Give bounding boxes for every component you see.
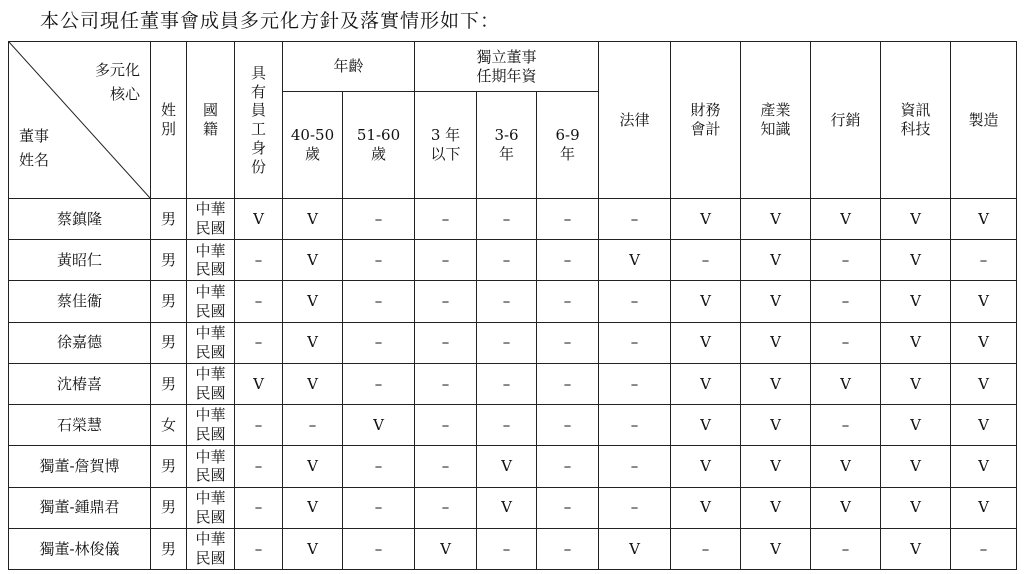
finance-accounting-cell: V [671, 199, 741, 240]
age-51-60-cell: – [343, 199, 415, 240]
director-name-cell: 獨董-鍾鼎君 [9, 487, 151, 528]
director-name-cell: 蔡佳衞 [9, 281, 151, 322]
nationality-cell: 中華 民國 [187, 528, 235, 569]
age-51-60-cell: – [343, 240, 415, 281]
tenure-6-9-cell: – [537, 405, 599, 446]
director-name-label: 董事 姓名 [19, 127, 50, 169]
finance-accounting-cell: V [671, 405, 741, 446]
diversity-core-label: 多元化 核心 [94, 61, 140, 103]
employee-status-cell: – [235, 487, 283, 528]
tenure-under-3-cell: – [415, 322, 477, 363]
table-row [9, 322, 1017, 363]
finance-accounting-cell: – [671, 528, 741, 569]
law-cell: – [599, 281, 671, 322]
tenure-under-3-cell: – [415, 405, 477, 446]
law-cell: – [599, 199, 671, 240]
marketing-cell: V [811, 446, 881, 487]
gender-cell: 女 [151, 405, 187, 446]
manufacturing-cell: V [951, 281, 1017, 322]
gender-cell: 男 [151, 240, 187, 281]
age-51-60-cell: – [343, 363, 415, 404]
law-cell: V [599, 528, 671, 569]
manufacturing-cell: V [951, 405, 1017, 446]
gender-cell: 男 [151, 363, 187, 404]
tenure-under-3-cell: V [415, 528, 477, 569]
employee-status-cell: – [235, 405, 283, 446]
tenure-6-9-cell: – [537, 528, 599, 569]
tenure-3-6-cell: V [477, 446, 537, 487]
header-independent-tenure: 獨立董事 任期年資 [415, 42, 599, 92]
nationality-cell: 中華 民國 [187, 487, 235, 528]
information-technology-cell: V [881, 405, 951, 446]
information-technology-cell: V [881, 528, 951, 569]
age-40-50-cell: V [283, 281, 343, 322]
age-40-50-cell: – [283, 405, 343, 446]
manufacturing-cell: V [951, 363, 1017, 404]
finance-accounting-cell: – [671, 240, 741, 281]
director-name-cell: 蔡鎮隆 [9, 199, 151, 240]
age-51-60-cell: – [343, 446, 415, 487]
marketing-cell: – [811, 405, 881, 446]
age-51-60-cell: V [343, 405, 415, 446]
finance-accounting-cell: V [671, 487, 741, 528]
marketing-cell: – [811, 240, 881, 281]
age-40-50-cell: V [283, 446, 343, 487]
industry-knowledge-cell: V [741, 405, 811, 446]
industry-knowledge-cell: V [741, 446, 811, 487]
tenure-3-6-cell: – [477, 281, 537, 322]
age-40-50-cell: V [283, 322, 343, 363]
employee-status-cell: – [235, 281, 283, 322]
information-technology-cell: V [881, 363, 951, 404]
table-row [9, 281, 1017, 322]
tenure-3-6-cell: – [477, 322, 537, 363]
nationality-cell: 中華 民國 [187, 446, 235, 487]
director-name-cell: 黃昭仁 [9, 240, 151, 281]
table-row [9, 363, 1017, 404]
header-age-40-50: 40-50 歲 [283, 92, 343, 199]
employee-status-cell: – [235, 322, 283, 363]
gender-cell: 男 [151, 322, 187, 363]
age-40-50-cell: V [283, 487, 343, 528]
director-name-cell: 沈椿喜 [9, 363, 151, 404]
tenure-under-3-cell: – [415, 363, 477, 404]
information-technology-cell: V [881, 281, 951, 322]
gender-cell: 男 [151, 487, 187, 528]
manufacturing-cell: – [951, 240, 1017, 281]
age-40-50-cell: V [283, 528, 343, 569]
industry-knowledge-cell: V [741, 322, 811, 363]
manufacturing-cell: V [951, 199, 1017, 240]
tenure-3-6-cell: V [477, 487, 537, 528]
table-row [9, 405, 1017, 446]
employee-status-cell: – [235, 528, 283, 569]
tenure-3-6-cell: – [477, 240, 537, 281]
tenure-3-6-cell: – [477, 405, 537, 446]
tenure-3-6-cell: – [477, 363, 537, 404]
gender-cell: 男 [151, 528, 187, 569]
gender-cell: 男 [151, 446, 187, 487]
tenure-under-3-cell: – [415, 199, 477, 240]
header-employee-status: 具 有 員 工 身 份 [235, 42, 283, 199]
industry-knowledge-cell: V [741, 363, 811, 404]
director-name-cell: 獨董-詹賀博 [9, 446, 151, 487]
law-cell: – [599, 446, 671, 487]
tenure-6-9-cell: – [537, 363, 599, 404]
header-tenure-6-9: 6-9 年 [537, 92, 599, 199]
header-age-group: 年齡 [283, 42, 415, 92]
tenure-under-3-cell: – [415, 446, 477, 487]
table-row [9, 487, 1017, 528]
header-tenure-3-6: 3-6 年 [477, 92, 537, 199]
manufacturing-cell: – [951, 528, 1017, 569]
tenure-6-9-cell: – [537, 199, 599, 240]
law-cell: V [599, 240, 671, 281]
nationality-cell: 中華 民國 [187, 199, 235, 240]
age-51-60-cell: – [343, 322, 415, 363]
header-information-technology: 資訊 科技 [881, 42, 951, 199]
information-technology-cell: V [881, 322, 951, 363]
director-name-cell: 獨董-林俊儀 [9, 528, 151, 569]
tenure-6-9-cell: – [537, 446, 599, 487]
header-law: 法律 [599, 42, 671, 199]
header-age-51-60: 51-60 歲 [343, 92, 415, 199]
age-40-50-cell: V [283, 363, 343, 404]
tenure-under-3-cell: – [415, 240, 477, 281]
finance-accounting-cell: V [671, 281, 741, 322]
tenure-under-3-cell: – [415, 487, 477, 528]
finance-accounting-cell: V [671, 322, 741, 363]
page-title: 本公司現任董事會成員多元化方針及落實情形如下： [40, 10, 501, 32]
marketing-cell: V [811, 363, 881, 404]
age-51-60-cell: – [343, 487, 415, 528]
header-marketing: 行銷 [811, 42, 881, 199]
tenure-6-9-cell: – [537, 240, 599, 281]
header-industry-knowledge: 產業 知識 [741, 42, 811, 199]
manufacturing-cell: V [951, 446, 1017, 487]
manufacturing-cell: V [951, 322, 1017, 363]
employee-status-cell: V [235, 363, 283, 404]
industry-knowledge-cell: V [741, 240, 811, 281]
industry-knowledge-cell: V [741, 528, 811, 569]
tenure-3-6-cell: – [477, 199, 537, 240]
tenure-6-9-cell: – [537, 281, 599, 322]
header-finance-accounting: 財務 會計 [671, 42, 741, 199]
board-diversity-table [8, 41, 1017, 570]
diagonal-header-cell [9, 42, 151, 199]
employee-status-cell: – [235, 240, 283, 281]
law-cell: – [599, 363, 671, 404]
nationality-cell: 中華 民國 [187, 405, 235, 446]
marketing-cell: V [811, 199, 881, 240]
industry-knowledge-cell: V [741, 281, 811, 322]
header-manufacturing: 製造 [951, 42, 1017, 199]
table-row [9, 199, 1017, 240]
information-technology-cell: V [881, 199, 951, 240]
director-name-cell: 徐嘉德 [9, 322, 151, 363]
header-nationality: 國 籍 [187, 42, 235, 199]
gender-cell: 男 [151, 199, 187, 240]
information-technology-cell: V [881, 446, 951, 487]
law-cell: – [599, 487, 671, 528]
marketing-cell: – [811, 281, 881, 322]
manufacturing-cell: V [951, 487, 1017, 528]
law-cell: – [599, 322, 671, 363]
age-40-50-cell: V [283, 199, 343, 240]
table-row [9, 240, 1017, 281]
director-name-cell: 石榮慧 [9, 405, 151, 446]
age-40-50-cell: V [283, 240, 343, 281]
header-gender: 姓 別 [151, 42, 187, 199]
information-technology-cell: V [881, 240, 951, 281]
gender-cell: 男 [151, 281, 187, 322]
information-technology-cell: V [881, 487, 951, 528]
header-tenure-under-3: 3 年 以下 [415, 92, 477, 199]
finance-accounting-cell: V [671, 446, 741, 487]
table-row [9, 446, 1017, 487]
age-51-60-cell: – [343, 528, 415, 569]
tenure-under-3-cell: – [415, 281, 477, 322]
nationality-cell: 中華 民國 [187, 240, 235, 281]
table-row [9, 528, 1017, 569]
nationality-cell: 中華 民國 [187, 322, 235, 363]
marketing-cell: – [811, 322, 881, 363]
marketing-cell: V [811, 487, 881, 528]
tenure-3-6-cell: – [477, 528, 537, 569]
industry-knowledge-cell: V [741, 199, 811, 240]
nationality-cell: 中華 民國 [187, 363, 235, 404]
law-cell: – [599, 405, 671, 446]
tenure-6-9-cell: – [537, 322, 599, 363]
employee-status-cell: – [235, 446, 283, 487]
age-51-60-cell: – [343, 281, 415, 322]
tenure-6-9-cell: – [537, 487, 599, 528]
industry-knowledge-cell: V [741, 487, 811, 528]
finance-accounting-cell: V [671, 363, 741, 404]
employee-status-cell: V [235, 199, 283, 240]
nationality-cell: 中華 民國 [187, 281, 235, 322]
marketing-cell: – [811, 528, 881, 569]
